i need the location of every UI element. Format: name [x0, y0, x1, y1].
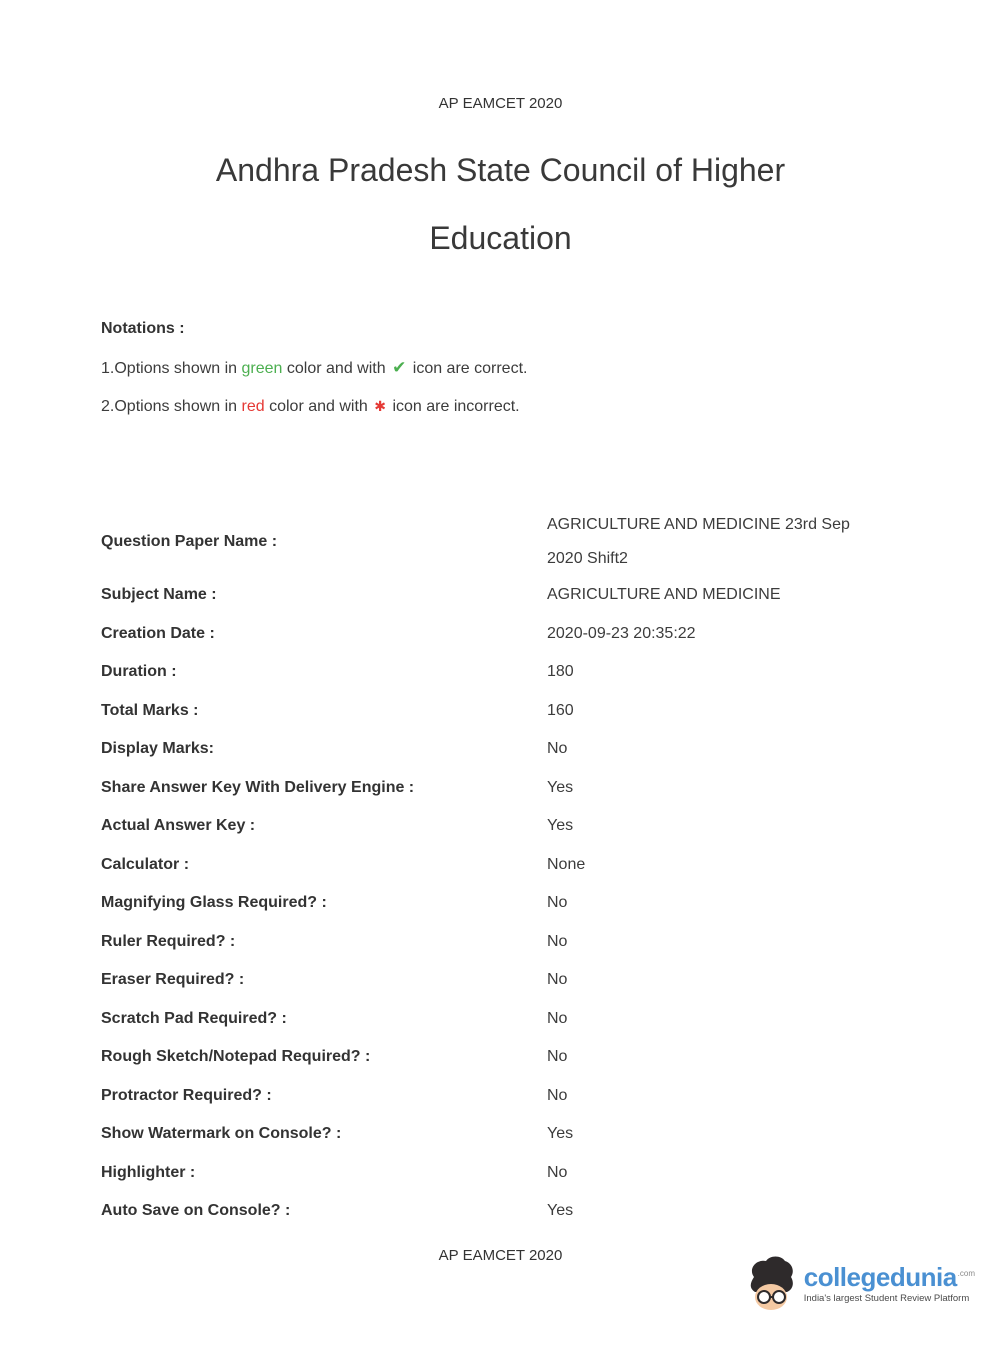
collegedunia-logo: [745, 1254, 975, 1314]
detail-label: Auto Save on Console? :: [101, 1202, 291, 1220]
doc-header: AP EAMCET 2020: [438, 95, 563, 112]
detail-value: No: [547, 1048, 568, 1066]
table-row: [101, 653, 1001, 692]
detail-label: Protractor Required? :: [101, 1086, 272, 1104]
table-row: [101, 1115, 1001, 1154]
detail-label: Share Answer Key With Delivery Engine :: [101, 778, 415, 796]
table-row: [101, 1038, 1001, 1077]
notations-section: [101, 320, 1001, 416]
detail-label: Actual Answer Key :: [101, 817, 256, 835]
notation-correct-mid: color and with: [282, 360, 391, 377]
detail-value: Yes: [547, 1202, 574, 1220]
detail-value: No: [547, 894, 568, 912]
detail-label: Subject Name :: [101, 586, 217, 604]
page-title-line2: Education: [429, 220, 572, 256]
detail-value: No: [547, 1009, 568, 1027]
detail-value: No: [547, 740, 568, 758]
detail-label: Display Marks:: [101, 740, 214, 758]
table-row: [101, 615, 1001, 654]
table-row: [101, 1154, 1001, 1193]
check-icon: ✔: [392, 358, 407, 377]
detail-value: Yes: [547, 1125, 574, 1143]
detail-value: No: [547, 1086, 568, 1104]
logo-brand-name: collegedunia: [803, 1261, 957, 1292]
table-row: [101, 692, 1001, 731]
table-row: [101, 730, 1001, 769]
notation-correct-prefix: 1.Options shown in: [101, 360, 242, 377]
detail-label: Magnifying Glass Required? :: [101, 894, 327, 912]
detail-label: Creation Date :: [101, 624, 215, 642]
logo-tagline: India's largest Student Review Platform: [803, 1293, 970, 1305]
detail-value: AGRICULTURE AND MEDICINE: [547, 586, 781, 604]
detail-label: Rough Sketch/Notepad Required? :: [101, 1048, 371, 1066]
detail-value: 2020-09-23 20:35:22: [547, 624, 696, 642]
table-row: [101, 576, 1001, 615]
detail-label: Show Watermark on Console? :: [101, 1125, 342, 1143]
table-row: [101, 769, 1001, 808]
notation-incorrect-mid: color and with: [264, 398, 373, 415]
detail-label: Ruler Required? :: [101, 932, 236, 950]
table-row: [101, 1077, 1001, 1116]
table-row: [101, 923, 1001, 962]
notation-incorrect: [101, 398, 1001, 416]
logo-brand: [803, 1261, 975, 1292]
table-row: [101, 961, 1001, 1000]
detail-label: Duration :: [101, 663, 177, 681]
notation-incorrect-suffix: icon are incorrect.: [388, 398, 520, 415]
detail-label: Scratch Pad Required? :: [101, 1009, 287, 1027]
detail-value: None: [547, 855, 586, 873]
table-row: [101, 508, 1001, 576]
detail-label: Calculator :: [101, 855, 190, 873]
detail-value: No: [547, 971, 568, 989]
detail-value: 160: [547, 701, 574, 719]
detail-label: Eraser Required? :: [101, 971, 245, 989]
notation-incorrect-prefix: 2.Options shown in: [101, 398, 242, 415]
cross-icon: ✱: [374, 398, 386, 414]
page-title: [0, 136, 1001, 272]
table-row: [101, 1192, 1001, 1231]
detail-label: Total Marks :: [101, 701, 199, 719]
notation-correct-suffix: icon are correct.: [408, 360, 528, 377]
detail-label: Highlighter :: [101, 1163, 196, 1181]
red-word: red: [241, 398, 265, 415]
page-title-line1: Andhra Pradesh State Council of Higher: [215, 152, 786, 188]
logo-domain: .com: [957, 1269, 975, 1279]
doc-footer: AP EAMCET 2020: [438, 1246, 563, 1264]
collegedunia-mascot-icon: [745, 1254, 797, 1314]
notation-correct: [101, 358, 1001, 378]
detail-value: AGRICULTURE AND MEDICINE 23rd Sep 2020 Shift2: [547, 516, 850, 567]
detail-value: 180: [547, 663, 574, 681]
green-word: green: [241, 360, 283, 377]
details-table: [101, 508, 1001, 1231]
table-row: [101, 1000, 1001, 1039]
logo-text: [803, 1261, 975, 1305]
detail-value: No: [547, 1163, 568, 1181]
detail-label: Question Paper Name :: [101, 533, 278, 550]
table-row: [101, 884, 1001, 923]
detail-value: Yes: [547, 817, 574, 835]
detail-value: No: [547, 932, 568, 950]
notations-heading: Notations :: [101, 320, 185, 337]
detail-value: Yes: [547, 778, 574, 796]
table-row: [101, 846, 1001, 885]
table-row: [101, 807, 1001, 846]
